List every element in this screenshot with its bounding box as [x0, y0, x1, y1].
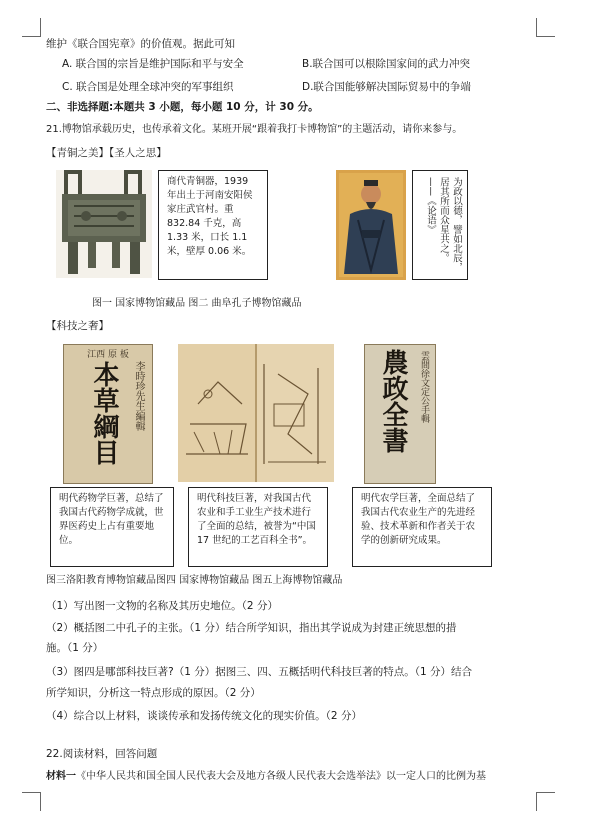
- crop-mark-bottom-right: [536, 792, 555, 811]
- sub-question-4: （4）综合以上材料，谈谈传承和发扬传统文化的现实价值。（2 分）: [46, 710, 362, 722]
- option-d[interactable]: D.联合国能够解决国际贸易中的争端: [302, 81, 471, 93]
- crop-mark-bottom-left: [22, 792, 41, 811]
- bencao-caption-box: 明代药物学巨著，总结了我国古代药物学成就，世界医药史上占有重要地位。: [50, 487, 174, 567]
- crop-mark-top-left: [22, 18, 41, 37]
- section-tag-bronze-sage: 【青铜之美】【圣人之思】: [46, 147, 167, 159]
- section-tag-technology: 【科技之奢】: [46, 320, 109, 332]
- cover-title: 本草綱目: [89, 361, 119, 465]
- cover-top-label: 江西 原 板: [87, 350, 129, 360]
- figure-caption-row-2: 图三洛阳教育博物馆藏品图四 国家博物馆藏品 图五上海博物馆藏品: [46, 575, 343, 586]
- sub-question-1: （1）写出图一文物的名称及其历史地位。（2 分）: [46, 600, 278, 612]
- cover-side-text: 雲間徐文定公手輯: [419, 351, 429, 423]
- cover-side-text: 李時珍先生編輯: [133, 361, 144, 431]
- question-21-intro: 21.博物馆承载历史，也传承着文化。某班开展“跟着我打卡博物馆”的主题活动，请你来参与。: [46, 124, 463, 135]
- bencao-gangmu-cover-image: [63, 344, 153, 484]
- option-a[interactable]: A. 联合国的宗旨是维护国际和平与安全: [62, 58, 244, 70]
- confucius-portrait-image: [336, 170, 406, 280]
- nongzheng-quanshu-cover-image: [364, 344, 436, 484]
- material-text: 《中华人民共和国全国人民代表大会及地方各级人民代表大会选举法》以一定人口的比例为基: [76, 771, 486, 782]
- question-22-intro: 22.阅读材料，回答问题: [46, 748, 158, 760]
- confucius-quote-box: 为政以德，譬如北辰，居其所而众星共之。——《论语》: [412, 170, 468, 280]
- tiangong-kaiwu-illustration: [178, 344, 334, 482]
- question-stem-continuation: 维护《联合国宪章》的价值观。据此可知: [46, 38, 235, 50]
- material-one-line: [46, 770, 486, 784]
- figure-caption-row-1: 图一 国家博物馆藏品 图二 曲阜孔子博物馆藏品: [92, 298, 302, 309]
- material-label: 材料一: [46, 771, 76, 782]
- sub-question-2-line-2: 施。（1 分）: [46, 642, 104, 654]
- cover-title: 農政全書: [378, 349, 408, 453]
- tiangong-caption-box: 明代科技巨著，对我国古代农业和手工业生产技术进行了全面的总结，被誉为“中国 17 世纪的工艺百科全书”。: [188, 487, 328, 567]
- sub-question-3-line-2: 所学知识，分析这一特点形成的原因。（2 分）: [46, 687, 261, 699]
- section-title: 二、非选择题:本题共 3 小题，每小题 10 分，计 30 分。: [46, 101, 319, 113]
- option-c[interactable]: C. 联合国是处理全球冲突的军事组织: [62, 81, 234, 93]
- option-b[interactable]: B.联合国可以根除国家间的武力冲突: [302, 58, 471, 70]
- bronze-caption-box: 商代青铜器，1939 年出土于河南安阳侯家庄武官村。重 832.84 千克，高 1.33 米，口长 1.1 米，壁厚 0.06 米。: [158, 170, 268, 280]
- crop-mark-top-right: [536, 18, 555, 37]
- sub-question-3-line-1: （3）图四是哪部科技巨著?（1 分）据图三、四、五概括明代科技巨著的特点。（1 分）结合: [46, 666, 473, 678]
- bronze-ding-image: [56, 170, 152, 278]
- nongzheng-caption-box: 明代农学巨著，全面总结了我国古代农业生产的先进经验、技术革新和作者关于农学的创新研究成果。: [352, 487, 492, 567]
- sub-question-2-line-1: （2）概括图二中孔子的主张。（1 分）结合所学知识，指出其学说成为封建正统思想的措: [46, 622, 457, 634]
